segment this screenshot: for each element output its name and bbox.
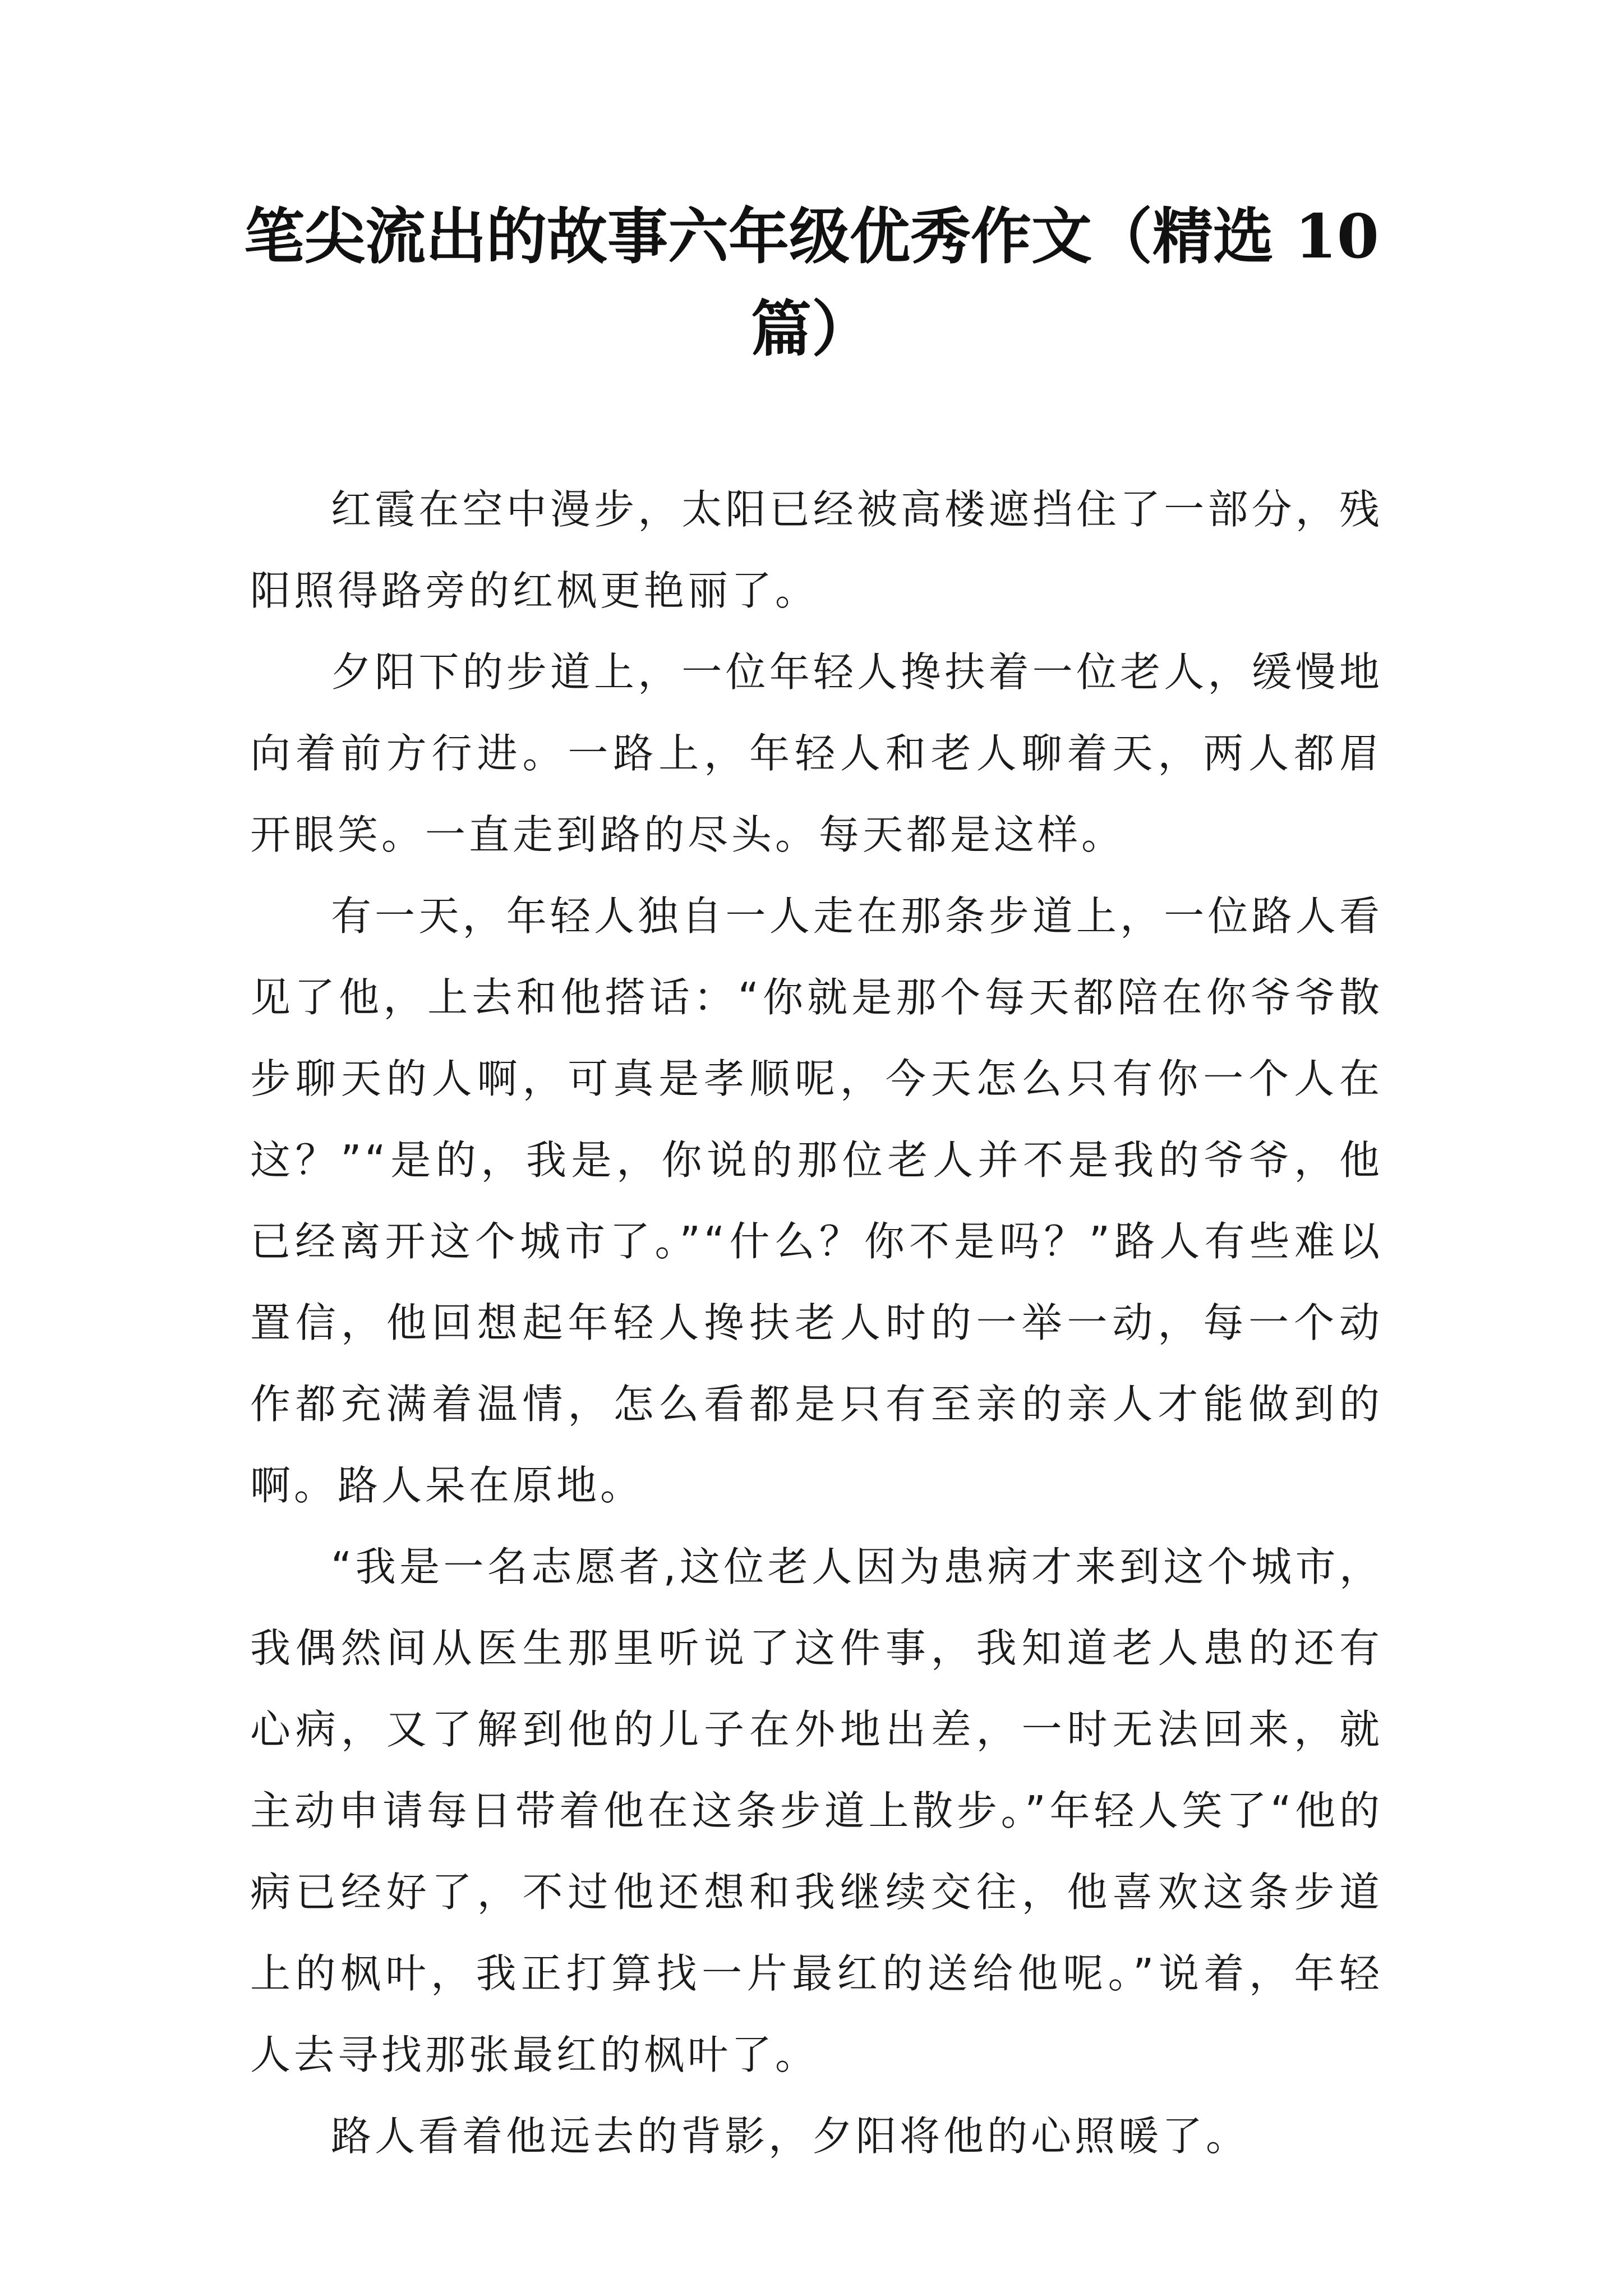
paragraph: 夕阳下的步道上，一位年轻人搀扶着一位老人，缓慢地向着前方行进。一路上，年轻人和老人聊着天，两人都眉开眼笑。一直走到路的尽头。每天都是这样。 xyxy=(250,648,1383,858)
paragraph: “我是一名志愿者,这位老人因为患病才来到这个城市，我偶然间从医生那里听说了这件事，我知道老人患的还有心病，又了解到他的儿子在外地出差，一时无法回来，就主动申请每日带着他在这条步道上散步。”年轻人笑了“他的病已经好了，不过他还想和我继续交往，他喜欢这条步道上的枫叶，我正打算找一片最红的送给他呢。”说着，年轻人去寻找那张最红的枫叶了。 xyxy=(250,1543,1383,2078)
document-title-line-2: 篇） xyxy=(750,294,872,365)
document-title-line-1: 笔尖流出的故事六年级优秀作文（精选 10 xyxy=(244,201,1379,272)
paragraph: 有一天，年轻人独自一人走在那条步道上，一位路人看见了他，上去和他搭话：“你就是那个每天都陪在你爷爷散步聊天的人啊，可真是孝顺呢，今天怎么只有你一个人在这？”“是的，我是，你说的那位老人并不是我的爷爷，他已经离开这个城市了。”“什么？你不是吗？”路人有些难以置信，他回想起年轻人搀扶老人时的一举一动，每一个动作都充满着温情，怎么看都是只有至亲的亲人才能做到的啊。路人呆在原地。 xyxy=(250,892,1383,1509)
document-title xyxy=(224,191,1399,376)
document-body xyxy=(250,469,1383,2177)
paragraph: 路人看着他远去的背影，夕阳将他的心照暖了。 xyxy=(331,2113,1250,2160)
paragraph: 红霞在空中漫步，太阳已经被高楼遮挡住了一部分，残阳照得路旁的红枫更艳丽了。 xyxy=(250,486,1383,614)
